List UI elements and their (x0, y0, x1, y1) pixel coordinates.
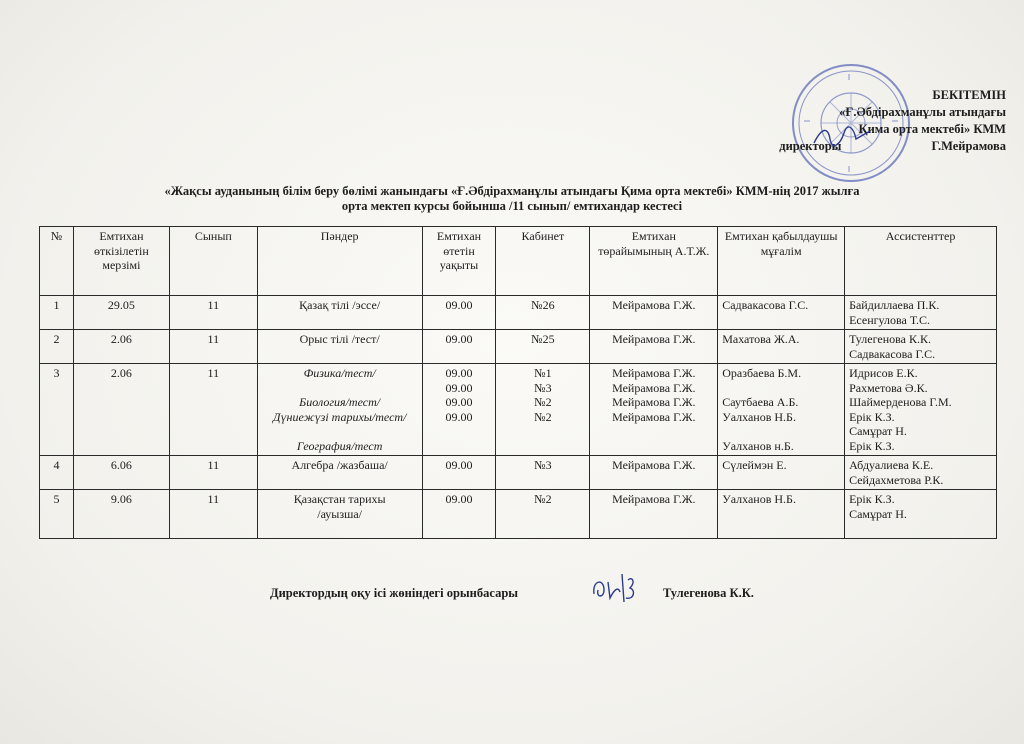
cell-subject: Қазақ тілі /эссе/ (257, 296, 422, 330)
subject-line: /ауызша/ (317, 506, 363, 521)
director-signature (810, 123, 874, 149)
header-room: Кабинет (496, 227, 590, 296)
approval-director-row (746, 138, 1006, 155)
assistant-name: Самұрат Н. (849, 424, 907, 438)
cell-class: 11 (169, 456, 257, 490)
header-examiner: Емтихан қабылдаушы мұғалім (718, 227, 845, 296)
deputy-director-name: Тулегенова К.К. (663, 586, 754, 600)
cell-number: 3 (40, 364, 74, 456)
cell-room: №26 (496, 296, 590, 330)
table-row (40, 490, 997, 539)
cell-class: 11 (169, 330, 257, 364)
assistant-name: Абдуалиева К.Е. (849, 458, 934, 472)
room-line: №2 (534, 409, 552, 424)
chair-line: Мейрамова Г.Ж. (612, 395, 696, 409)
examiner-line: Уалханов Н.Б. (722, 409, 796, 424)
cell-assistants (845, 364, 997, 456)
subject-line: Биология/тест/ (299, 395, 381, 409)
cell-time: 09.00 (422, 296, 496, 330)
header-subjects: Пәндер (257, 227, 422, 296)
cell-number: 4 (40, 456, 74, 490)
cell-class: 11 (169, 364, 257, 456)
cell-number: 5 (40, 490, 74, 539)
cell-times (422, 364, 496, 456)
exam-schedule-table (39, 226, 997, 539)
spacer (262, 381, 418, 396)
cell-examiner: Садвакасова Г.С. (718, 296, 845, 330)
header-time: Емтихан өтетін уақыты (422, 227, 496, 296)
chair-line: Мейрамова Г.Ж. (612, 409, 696, 424)
cell-assistants (845, 490, 997, 539)
cell-date: 9.06 (73, 490, 169, 539)
cell-date: 2.06 (73, 364, 169, 456)
cell-examiner: Уалханов Н.Б. (718, 490, 845, 539)
cell-class: 11 (169, 490, 257, 539)
cell-room: №2 (496, 490, 590, 539)
approval-heading: БЕКІТЕМІН (932, 88, 1006, 102)
assistant-name: Байдиллаева П.К. (849, 298, 940, 312)
cell-chair: Мейрамова Г.Ж. (590, 296, 718, 330)
document-title (0, 184, 1024, 214)
assistant-name: Тулегенова К.К. (849, 332, 931, 346)
deputy-director-label: Директордың оқу ісі жөніндегі орынбасары (270, 586, 519, 600)
cell-class: 11 (169, 296, 257, 330)
cell-assistants (845, 296, 997, 330)
cell-examiners (718, 364, 845, 456)
cell-chair: Мейрамова Г.Ж. (590, 330, 718, 364)
spacer (722, 381, 840, 396)
cell-time: 09.00 (422, 490, 496, 539)
cell-number: 2 (40, 330, 74, 364)
cell-date: 29.05 (73, 296, 169, 330)
cell-chair: Мейрамова Г.Ж. (590, 456, 718, 490)
assistant-name: Сейдахметова Р.К. (849, 472, 944, 487)
cell-room: №25 (496, 330, 590, 364)
cell-time: 09.00 (422, 330, 496, 364)
subject-line: Дүниежүзі тарихы/тест/ (272, 409, 407, 424)
subject-line: Физика/тест/ (303, 366, 376, 380)
cell-subject: Орыс тілі /тест/ (257, 330, 422, 364)
examiner-line: Уалханов н.Б. (722, 438, 794, 453)
title-line-2: орта мектеп курсы бойынша /11 сынып/ емтихандар кестесі (341, 199, 683, 213)
header-assistants: Ассистенттер (845, 227, 997, 296)
assistant-name: Самұрат Н. (849, 506, 907, 521)
cell-number: 1 (40, 296, 74, 330)
room-line: №1 (534, 366, 552, 380)
cell-assistants (845, 456, 997, 490)
room-line: №2 (534, 395, 552, 409)
assistant-name: Ерік К.З. (849, 492, 895, 506)
assistant-name: Шаймерденова Г.М. (849, 395, 952, 409)
cell-examiner: Сүлеймэн Е. (718, 456, 845, 490)
table-row (40, 456, 997, 490)
header-date: Емтихан өткізілетін мерзімі (73, 227, 169, 296)
assistant-name: Рахметова Ә.К. (849, 380, 928, 395)
time-line: 09.00 (445, 395, 473, 409)
deputy-signature (588, 568, 640, 608)
cell-rooms (496, 364, 590, 456)
subject-line: География/тест (296, 438, 383, 453)
time-line: 09.00 (445, 366, 473, 380)
cell-room: №3 (496, 456, 590, 490)
assistant-name: Ерік К.З. (849, 438, 895, 453)
cell-assistants (845, 330, 997, 364)
table-header-row (40, 227, 997, 296)
chair-line: Мейрамова Г.Ж. (612, 366, 696, 380)
cell-examiner: Махатова Ж.А. (718, 330, 845, 364)
approval-director-label: директоры (779, 139, 842, 153)
cell-date: 6.06 (73, 456, 169, 490)
subject-line: Қазақстан тарихы (293, 492, 386, 506)
table-row (40, 296, 997, 330)
header-number: № (40, 227, 74, 296)
room-line: №3 (534, 380, 552, 395)
approval-director-name: Г.Мейрамова (931, 139, 1006, 153)
header-chair: Емтихан төрайымының А.Т.Ж. (590, 227, 718, 296)
cell-chairs (590, 364, 718, 456)
table-row (40, 330, 997, 364)
approval-org-line-1: «Ғ.Әбдірахманұлы атындағы (839, 105, 1006, 119)
spacer (262, 424, 418, 439)
examiner-line: Оразбаева Б.М. (722, 366, 802, 380)
examiner-line: Саутбаева А.Б. (722, 395, 799, 409)
approval-block (746, 87, 1006, 155)
cell-date: 2.06 (73, 330, 169, 364)
assistant-name: Садвакасова Г.С. (849, 346, 936, 361)
table-row (40, 364, 997, 456)
chair-line: Мейрамова Г.Ж. (612, 380, 696, 395)
cell-subject: Алгебра /жазбаша/ (257, 456, 422, 490)
time-line: 09.00 (445, 380, 473, 395)
header-class: Сынып (169, 227, 257, 296)
cell-subject (257, 490, 422, 539)
cell-time: 09.00 (422, 456, 496, 490)
spacer (722, 424, 840, 439)
approval-org-line-2: Қима орта мектебі» КММ (858, 122, 1006, 136)
cell-subjects (257, 364, 422, 456)
time-line: 09.00 (445, 409, 473, 424)
assistant-name: Ерік К.З. (849, 409, 895, 424)
assistant-name: Есенгулова Т.С. (849, 312, 930, 327)
assistant-name: Идрисов Е.К. (849, 366, 918, 380)
cell-chair: Мейрамова Г.Ж. (590, 490, 718, 539)
title-line-1: «Жақсы ауданының білім беру бөлімі жанындағы «Ғ.Әбдірахманұлы атындағы Қима орта мектебі» КММ-нің 2017 жылға (164, 184, 860, 198)
